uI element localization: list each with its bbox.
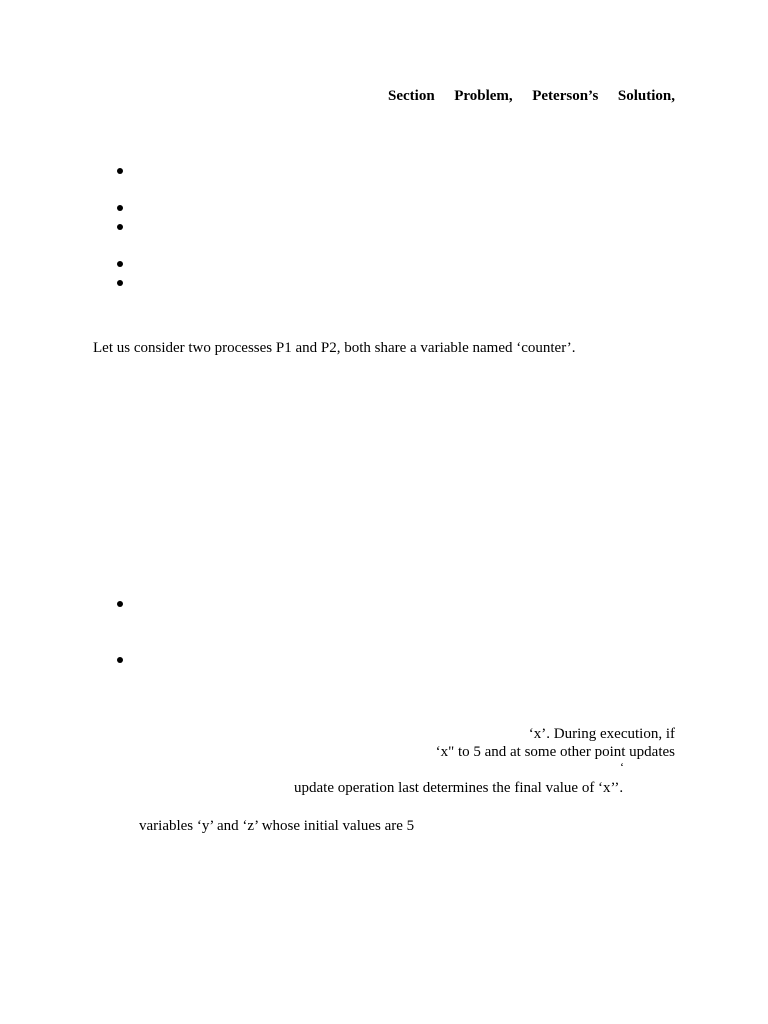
heading-word: Section: [388, 88, 435, 104]
section-heading: [388, 89, 675, 104]
bullet-point: [117, 224, 123, 230]
text-fragment: update operation last determines the final value of ‘x’’.: [294, 780, 624, 796]
heading-word: Problem,: [454, 88, 513, 104]
heading-word: Solution,: [617, 88, 675, 104]
intro-paragraph: Let us consider two processes P1 and P2, both share a variable named ‘counter’.: [93, 340, 576, 356]
bullet-point: [117, 657, 123, 663]
bullet-point: [117, 261, 123, 267]
text-fragment: ‘x’. During execution, if: [528, 726, 675, 742]
bullet-point: [117, 168, 123, 174]
bullet-point: [117, 205, 123, 211]
bullet-point: [117, 280, 123, 286]
heading-word: Peterson’s: [532, 88, 599, 104]
text-fragment: variables ‘y’ and ‘z’ whose initial values are 5: [139, 818, 415, 834]
text-fragment: ‘: [620, 760, 624, 774]
bullet-point: [117, 601, 123, 607]
text-fragment: ‘x" to 5 and at some other point updates: [435, 744, 675, 760]
